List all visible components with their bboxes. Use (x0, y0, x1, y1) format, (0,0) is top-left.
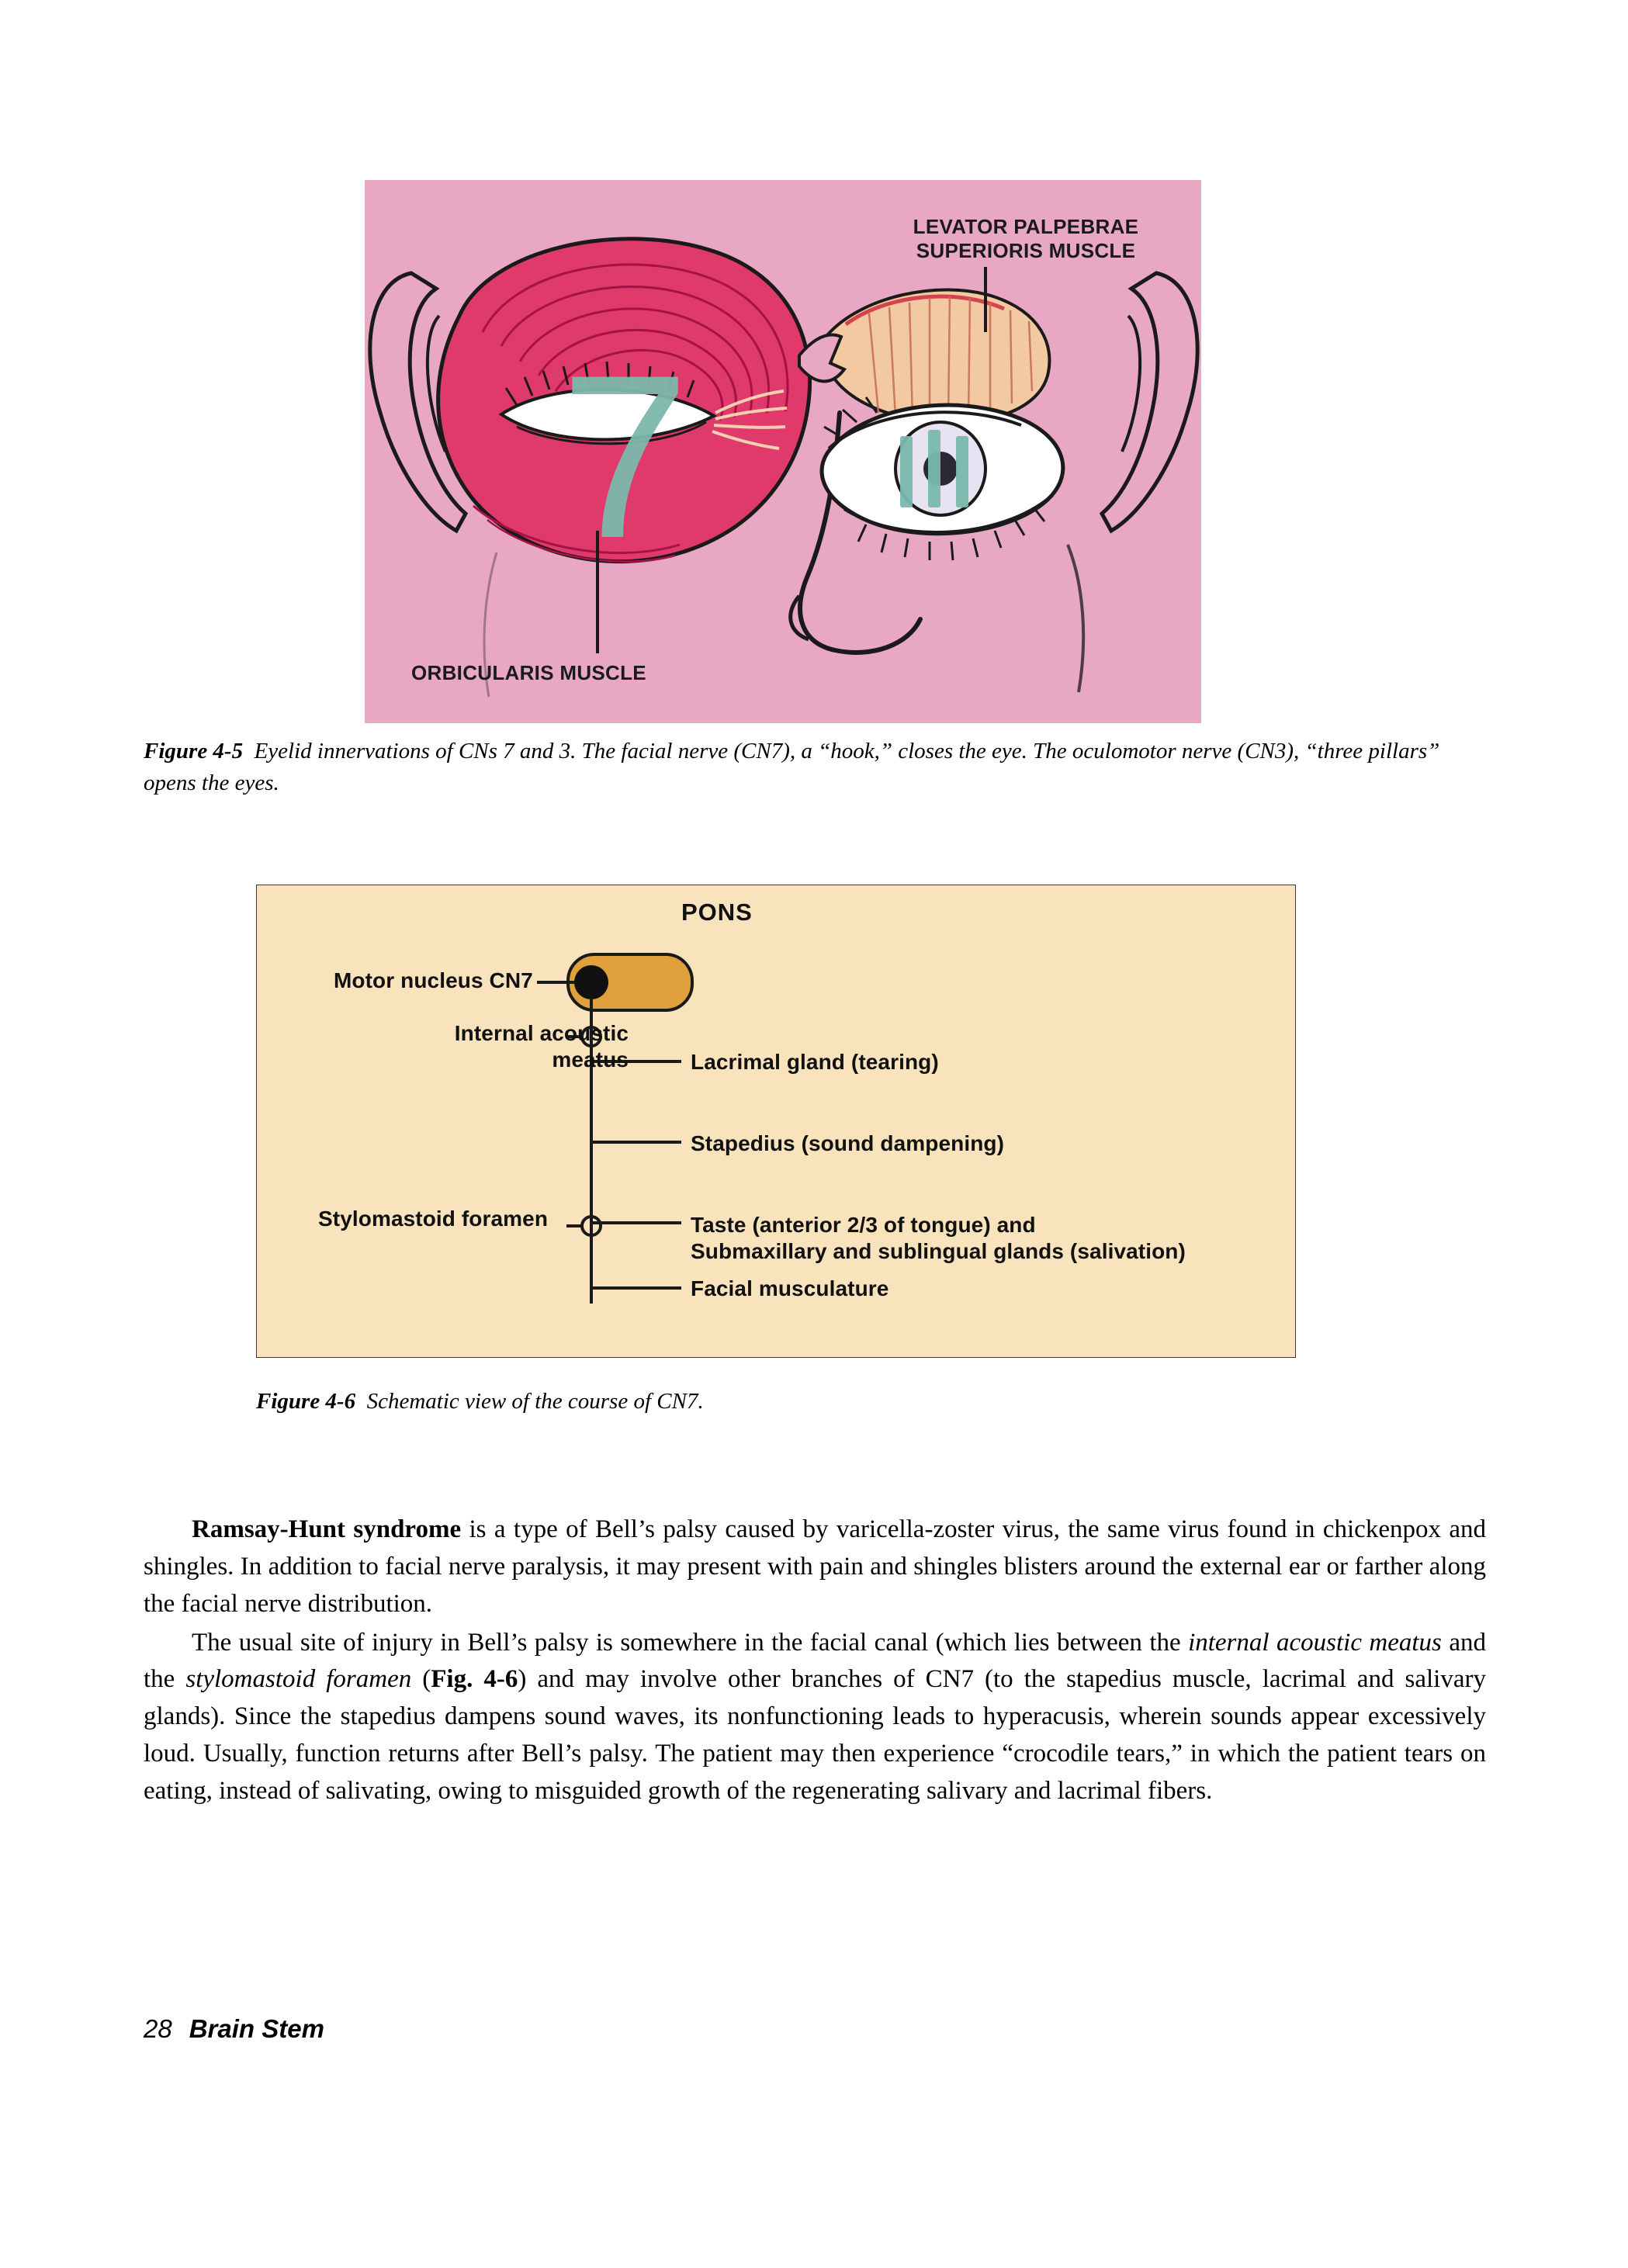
label-orbicularis-muscle: ORBICULARIS MUSCLE (411, 661, 646, 684)
paragraph-2-part2: and the (144, 1628, 1486, 1694)
page-number: 28 (144, 2014, 172, 2043)
numeral-3-overlay (900, 430, 968, 507)
figure-4-5-illustration (365, 180, 1201, 723)
figure-4-6-caption-text: Schematic view of the course of CN7. (366, 1389, 704, 1414)
branch-label-stapedius: Stapedius (sound dampening) (691, 1131, 1005, 1155)
term-internal-acoustic-meatus: internal acoustic meatus (1188, 1628, 1442, 1657)
paragraph-1-rest: is a type of Bell’s palsy caused by varicella-zoster virus, the same virus found in chickenpox and shingles. In addition to facial nerve paralysis, it may present with pain and shingles blisters around the external ear or farther along the facial nerve distribution. (144, 1515, 1486, 1618)
branch-label-lacrimal: Lacrimal gland (tearing) (691, 1050, 939, 1074)
iam-line1: Internal acoustic (454, 1021, 629, 1045)
page-footer (144, 2014, 324, 2044)
figure-4-6-caption (256, 1389, 1342, 1414)
branch-label-taste-salivation (691, 1212, 1265, 1264)
label-stylomastoid-foramen: Stylomastoid foramen (318, 1207, 549, 1231)
figure-4-5-caption-number: Figure 4-5 (144, 739, 244, 764)
figure-4-5-caption (144, 736, 1486, 799)
branch-label-facial-musculature: Facial musculature (691, 1276, 889, 1300)
paragraph-2-part1: The usual site of injury in Bell’s palsy is somewhere in the facial canal (which lies between the (192, 1628, 1189, 1657)
numeral-7-overlay: 7 (560, 326, 690, 587)
label-internal-acoustic-meatus (372, 1020, 629, 1072)
figure-4-5-caption-text: Eyelid innervations of CNs 7 and 3. The facial nerve (CN7), a “hook,” closes the eye. The oculomotor nerve (CN3), “three pillars” opens the eyes. (144, 739, 1440, 796)
term-ramsay-hunt: Ramsay-Hunt syndrome (192, 1515, 462, 1543)
paragraph-ramsay-hunt (144, 1511, 1486, 1623)
motor-nucleus-dot (574, 965, 608, 999)
paragraph-2-part4: ) and may involve other branches of CN7 (to the stapedius muscle, lacrimal and salivary glands). Since the stapedius dampens sound waves, its nonfunctioning leads to hyperacusis, wherein sounds appear excessively loud. Usually, function returns after Bell’s palsy. The patient may then experience “crocodile tears,” in which the patient tears on eating, instead of salivating, owing to misguided growth of the regenerating salivary and lacrimal fibers. (144, 1665, 1486, 1805)
branch-taste-line2: Submaxillary and sublingual glands (salivation) (691, 1238, 1186, 1263)
paragraph-2-part3: ( (411, 1665, 431, 1694)
pons-title: PONS (681, 899, 753, 926)
label-levator-line1: LEVATOR PALPEBRAE (913, 215, 1139, 238)
figure-4-6-caption-number: Figure 4-6 (256, 1389, 356, 1414)
chapter-title: Brain Stem (189, 2014, 324, 2043)
term-stylomastoid-foramen: stylomastoid foramen (185, 1665, 412, 1694)
label-levator-palpebrae (886, 215, 1166, 262)
body-text (144, 1511, 1486, 1810)
iam-line2: meatus (552, 1047, 629, 1072)
figure-4-6-schematic (256, 885, 1296, 1358)
paragraph-bell-palsy (144, 1625, 1486, 1810)
branch-taste-line1: Taste (anterior 2/3 of tongue) and (691, 1213, 1036, 1237)
label-motor-nucleus-cn7: Motor nucleus CN7 (334, 968, 533, 992)
label-levator-line2: SUPERIORIS MUSCLE (916, 238, 1136, 262)
figure-reference: Fig. 4-6 (431, 1665, 518, 1694)
